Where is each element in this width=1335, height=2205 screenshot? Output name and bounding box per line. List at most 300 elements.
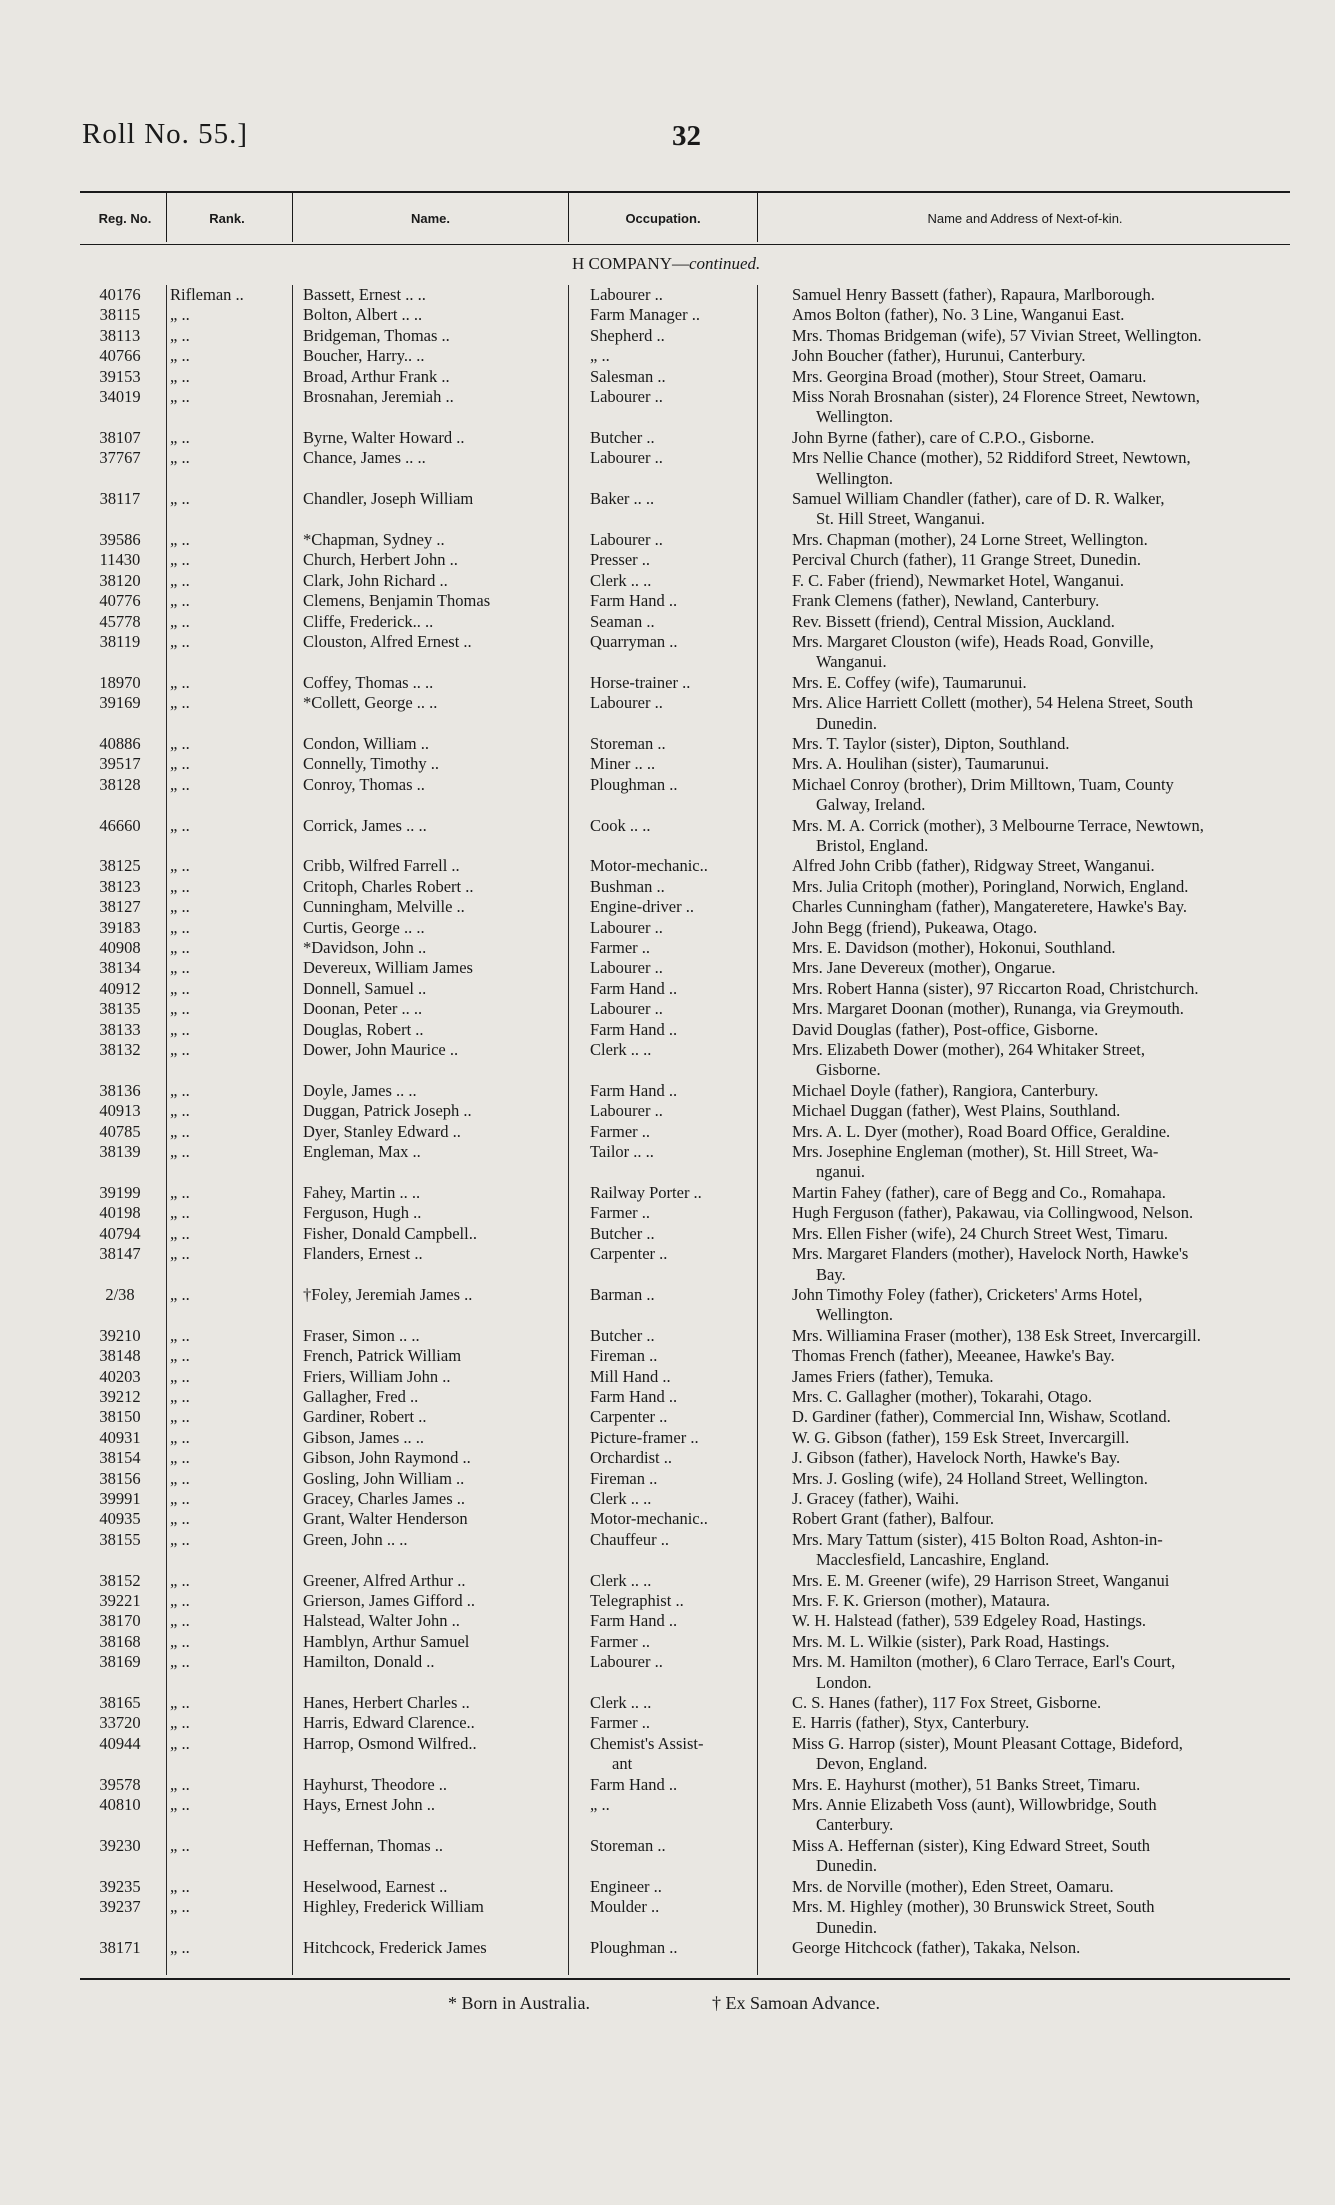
next-of-kin-text: Mrs. Robert Hanna (sister), 97 Riccarton Road, Christchurch. [792,978,1199,998]
next-of-kin-text: Mrs. Williamina Fraser (mother), 138 Esk Street, Invercargill. [792,1325,1201,1345]
table-row [80,1571,1300,1591]
table-row [80,1713,1300,1733]
rank-cell: „ .. [170,529,190,549]
occupation-text: Labourer .. [590,958,663,978]
table-row [80,1326,1300,1346]
rank-cell: „ .. [170,958,190,978]
name-cell: Condon, William .. [303,733,429,753]
table-row [80,693,1300,734]
table-row [80,1652,1300,1693]
rank-cell: „ .. [170,1386,190,1406]
occupation-text: Storeman .. [590,1835,666,1855]
next-of-kin-continuation: Galway, Ireland. [816,795,926,815]
next-of-kin-text: Mrs. Elizabeth Dower (mother), 264 Whitaker Street, [792,1040,1145,1060]
name-cell: Cribb, Wilfred Farrell .. [303,856,460,876]
occupation-text: Farmer .. [590,1631,651,1651]
name-cell: Chance, James .. .. [303,448,426,468]
rank-cell: „ .. [170,1795,190,1815]
next-of-kin-cell [770,1632,1320,1652]
header-divider [568,192,569,242]
occupation-cell [578,1775,770,1795]
next-of-kin-text: Michael Doyle (father), Rangiora, Canterbury. [792,1080,1099,1100]
reg-no-cell: 38150 [99,1407,141,1427]
next-of-kin-text: John Boucher (father), Hurunui, Canterbury. [792,346,1086,366]
reg-no-cell: 34019 [99,387,141,407]
occupation-cell [578,285,770,305]
reg-no-cell: 38125 [99,856,141,876]
occupation-text: Farmer .. [590,1713,651,1733]
occupation-cell [578,1040,770,1081]
table-row [80,1897,1300,1938]
next-of-kin-cell [770,1224,1320,1244]
reg-no-cell: 38147 [99,1244,141,1264]
occupation-cell [578,1836,770,1877]
next-of-kin-text: W. G. Gibson (father), 159 Esk Street, Invercargill. [792,1427,1130,1447]
name-cell: Hamblyn, Arthur Samuel [303,1631,470,1651]
occupation-text: Ploughman .. [590,774,678,794]
name-cell: Hanes, Herbert Charles .. [303,1693,470,1713]
occupation-cell [578,754,770,774]
reg-no-cell: 38168 [99,1631,141,1651]
occupation-cell [578,693,770,734]
occupation-cell [578,1346,770,1366]
next-of-kin-text: Mrs. E. Hayhurst (mother), 51 Banks Street, Timaru. [792,1774,1141,1794]
reg-no-cell: 38170 [99,1611,141,1631]
next-of-kin-continuation: Devon, England. [816,1754,928,1774]
next-of-kin-continuation: Canterbury. [816,1815,894,1835]
occupation-text: Storeman .. [590,733,666,753]
reg-no-cell: 38139 [99,1142,141,1162]
occupation-cell [578,571,770,591]
table-row [80,1142,1300,1183]
next-of-kin-text: Mrs. Margaret Clouston (wife), Heads Road, Gonville, [792,631,1154,651]
reg-no-cell: 40912 [99,978,141,998]
table-row [80,428,1300,448]
rank-cell: „ .. [170,1570,190,1590]
next-of-kin-cell [770,1020,1320,1040]
name-cell: Bridgeman, Thomas .. [303,325,450,345]
occupation-cell [578,1367,770,1387]
next-of-kin-text: W. H. Halstead (father), 539 Edgeley Road, Hastings. [792,1611,1147,1631]
rank-cell: Rifleman .. [170,285,244,304]
col-occupation: Occupation. [625,210,701,226]
name-cell: Conroy, Thomas .. [303,774,425,794]
rank-cell: „ .. [170,1897,190,1917]
table-row [80,1081,1300,1101]
next-of-kin-cell [770,775,1320,816]
occupation-cell [578,550,770,570]
rank-cell: „ .. [170,1346,190,1366]
rank-cell: „ .. [170,346,190,366]
reg-no-cell: 39230 [99,1835,141,1855]
occupation-cell [578,1448,770,1468]
occupation-text: Carpenter .. [590,1244,668,1264]
next-of-kin-text: Mrs. M. A. Corrick (mother), 3 Melbourne Terrace, Newtown, [792,815,1204,835]
next-of-kin-continuation: Wellington. [816,407,894,427]
reg-no-cell: 40203 [99,1366,141,1386]
occupation-text: Farm Hand .. [590,1080,678,1100]
next-of-kin-text: Mrs. J. Gosling (wife), 24 Holland Street, Wellington. [792,1468,1148,1488]
reg-no-cell: 40944 [99,1733,141,1753]
reg-no-cell: 39991 [99,1488,141,1508]
next-of-kin-cell [770,1530,1320,1571]
table-row [80,591,1300,611]
reg-no-cell: 38120 [99,570,141,590]
name-cell: Harris, Edward Clarence.. [303,1713,475,1733]
rank-cell: „ .. [170,427,190,447]
occupation-text: Tailor .. .. [590,1142,654,1162]
name-cell: Coffey, Thomas .. .. [303,672,434,692]
occupation-cell [578,1326,770,1346]
name-cell: Fahey, Martin .. .. [303,1182,421,1202]
reg-no-cell: 39235 [99,1876,141,1896]
reg-no-cell: 38133 [99,1019,141,1039]
next-of-kin-text: Rev. Bissett (friend), Central Mission, Auckland. [792,611,1115,631]
occupation-text: Farmer .. [590,1203,651,1223]
next-of-kin-text: Mrs. M. Hamilton (mother), 6 Claro Terrace, Earl's Court, [792,1652,1176,1672]
occupation-text: Shepherd .. [590,325,665,345]
occupation-cell [578,1693,770,1713]
rank-cell: „ .. [170,325,190,345]
next-of-kin-text: Mrs. Thomas Bridgeman (wife), 57 Vivian Street, Wellington. [792,325,1202,345]
name-cell: Grant, Walter Henderson [303,1509,468,1529]
next-of-kin-cell [770,1489,1320,1509]
next-of-kin-cell [770,1326,1320,1346]
next-of-kin-cell [770,693,1320,734]
table-row [80,1367,1300,1387]
next-of-kin-cell [770,1367,1320,1387]
next-of-kin-text: Mrs. E. Coffey (wife), Taumarunui. [792,672,1027,692]
occupation-text: Fireman .. [590,1468,658,1488]
occupation-cell [578,1509,770,1529]
table-row [80,550,1300,570]
occupation-cell [578,918,770,938]
table-row [80,1020,1300,1040]
rank-cell: „ .. [170,733,190,753]
next-of-kin-continuation: Dunedin. [816,1917,877,1937]
reg-no-cell: 38134 [99,958,141,978]
occupation-text: Moulder .. [590,1897,660,1917]
rank-cell: „ .. [170,1509,190,1529]
table-row [80,1203,1300,1223]
next-of-kin-text: Alfred John Cribb (father), Ridgway Street, Wanganui. [792,856,1155,876]
table-row [80,1611,1300,1631]
name-cell: Gracey, Charles James .. [303,1488,466,1508]
next-of-kin-cell [770,979,1320,999]
next-of-kin-cell [770,1346,1320,1366]
next-of-kin-text: J. Gracey (father), Waihi. [792,1488,959,1508]
occupation-cell [578,1387,770,1407]
next-of-kin-text: George Hitchcock (father), Takaka, Nelson. [792,1937,1081,1957]
name-cell: Fisher, Donald Campbell.. [303,1223,477,1243]
name-cell: Clark, John Richard .. [303,570,448,590]
occupation-text: Labourer .. [590,917,663,937]
occupation-text: Labourer .. [590,448,663,468]
table-row [80,1244,1300,1285]
occupation-text: „ .. [590,1795,610,1815]
table-row [80,897,1300,917]
occupation-cell [578,734,770,754]
table-row [80,1938,1300,1958]
table-row [80,1530,1300,1571]
occupation-cell [578,1101,770,1121]
name-cell: Donnell, Samuel .. [303,978,427,998]
next-of-kin-text: Miss A. Heffernan (sister), King Edward Street, South [792,1835,1151,1855]
occupation-cell [578,897,770,917]
occupation-cell [578,1795,770,1836]
name-cell: Green, John .. .. [303,1529,408,1549]
next-of-kin-text: Mrs. F. K. Grierson (mother), Mataura. [792,1591,1051,1610]
rank-cell: „ .. [170,693,190,713]
next-of-kin-cell [770,877,1320,897]
occupation-cell [578,387,770,428]
next-of-kin-continuation: nganui. [816,1162,866,1182]
name-cell: Gardiner, Robert .. [303,1407,427,1427]
occupation-text: Cook .. .. [590,815,651,835]
next-of-kin-text: Amos Bolton (father), No. 3 Line, Wanganui East. [792,305,1125,325]
name-cell: Halstead, Walter John .. [303,1611,460,1631]
next-of-kin-cell [770,1509,1320,1529]
rank-cell: „ .. [170,815,190,835]
reg-no-cell: 39210 [99,1325,141,1345]
occupation-cell [578,1938,770,1958]
top-rule [80,191,1290,193]
reg-no-cell: 38155 [99,1529,141,1549]
next-of-kin-cell [770,489,1320,530]
header-rule [80,244,1290,245]
occupation-cell [578,612,770,632]
name-cell: Dower, John Maurice .. [303,1040,459,1060]
reg-no-cell: 39578 [99,1774,141,1794]
next-of-kin-cell [770,1469,1320,1489]
rank-cell: „ .. [170,1448,190,1468]
occupation-cell [578,1877,770,1897]
next-of-kin-text: Miss G. Harrop (sister), Mount Pleasant Cottage, Bideford, [792,1733,1183,1753]
name-cell: Brosnahan, Jeremiah .. [303,387,454,407]
section-heading [572,254,760,274]
next-of-kin-cell [770,754,1320,774]
table-row [80,1469,1300,1489]
next-of-kin-continuation: Dunedin. [816,1856,877,1876]
rank-cell: „ .. [170,1019,190,1039]
occupation-text: Orchardist .. [590,1448,673,1468]
next-of-kin-continuation: Wellington. [816,1305,894,1325]
rank-cell: „ .. [170,1631,190,1651]
occupation-text: Clerk .. .. [590,1570,652,1590]
table-row [80,1795,1300,1836]
next-of-kin-cell [770,1938,1320,1958]
occupation-cell [578,1897,770,1938]
rank-cell: „ .. [170,1529,190,1549]
occupation-cell [578,958,770,978]
name-cell: Duggan, Patrick Joseph .. [303,1101,472,1121]
occupation-cell [578,775,770,816]
occupation-text: „ .. [590,346,610,366]
footnote-samoan-advance: † Ex Samoan Advance. [712,1993,880,2013]
occupation-text: Clerk .. .. [590,1488,652,1508]
reg-no-cell: 38127 [99,897,141,917]
table-row [80,1632,1300,1652]
next-of-kin-cell [770,918,1320,938]
table-row [80,571,1300,591]
table-row [80,1591,1300,1611]
next-of-kin-cell [770,999,1320,1019]
reg-no-cell: 38152 [99,1570,141,1590]
next-of-kin-text: Hugh Ferguson (father), Pakawau, via Collingwood, Nelson. [792,1203,1194,1223]
occupation-text: Carpenter .. [590,1407,668,1427]
next-of-kin-text: D. Gardiner (father), Commercial Inn, Wishaw, Scotland. [792,1407,1171,1427]
table-row [80,816,1300,857]
next-of-kin-text: Mrs. Julia Critoph (mother), Poringland, Norwich, England. [792,876,1189,896]
reg-no-cell: 38119 [99,631,141,651]
name-cell: *Chapman, Sydney .. [303,529,445,549]
rank-cell: „ .. [170,1080,190,1100]
name-cell: Dyer, Stanley Edward .. [303,1121,461,1141]
next-of-kin-text: Frank Clemens (father), Newland, Canterbury. [792,591,1100,611]
reg-no-cell: 38128 [99,774,141,794]
name-cell: Friers, William John .. [303,1366,451,1386]
rank-cell: „ .. [170,1713,190,1733]
occupation-cell [578,856,770,876]
name-cell: Gibson, James .. .. [303,1427,424,1447]
rank-cell: „ .. [170,631,190,651]
next-of-kin-continuation: Macclesfield, Lancashire, England. [816,1550,1050,1570]
next-of-kin-cell [770,550,1320,570]
next-of-kin-text: Mrs. E. M. Greener (wife), 29 Harrison Street, Wanganui [792,1570,1170,1590]
next-of-kin-text: J. Gibson (father), Havelock North, Hawke's Bay. [792,1448,1121,1468]
name-cell: Curtis, George .. .. [303,917,425,937]
occupation-text: Farmer .. [590,938,651,957]
occupation-cell [578,1203,770,1223]
header-divider [757,192,758,242]
next-of-kin-text: John Timothy Foley (father), Cricketers' Arms Hotel, [792,1284,1143,1304]
reg-no-cell: 38154 [99,1448,141,1468]
reg-no-cell: 39586 [99,529,141,549]
next-of-kin-cell [770,958,1320,978]
occupation-cell [578,489,770,530]
occupation-cell [578,1407,770,1427]
table-row [80,999,1300,1019]
rank-cell: „ .. [170,1488,190,1508]
name-cell: Hamilton, Donald .. [303,1652,435,1672]
reg-no-cell: 38171 [99,1937,141,1957]
reg-no-cell: 40198 [99,1203,141,1223]
occupation-text: Presser .. [590,550,651,570]
occupation-text: Clerk .. .. [590,1040,652,1060]
rank-cell: „ .. [170,611,190,631]
reg-no-cell: 40766 [99,346,141,366]
rank-cell: „ .. [170,917,190,937]
occupation-text: Labourer .. [590,285,663,304]
table-row [80,1509,1300,1529]
occupation-text: Ploughman .. [590,1937,678,1957]
name-cell: Greener, Alfred Arthur .. [303,1570,466,1590]
name-cell: †Foley, Jeremiah James .. [303,1284,473,1304]
next-of-kin-cell [770,428,1320,448]
reg-no-cell: 38117 [99,489,141,509]
rank-cell: „ .. [170,550,190,570]
next-of-kin-cell [770,1428,1320,1448]
next-of-kin-text: Martin Fahey (father), care of Begg and Co., Romahapa. [792,1182,1166,1202]
occupation-cell [578,1713,770,1733]
next-of-kin-cell [770,673,1320,693]
occupation-text: Farm Hand .. [590,1386,678,1406]
occupation-text: Quarryman .. [590,631,678,651]
occupation-cell [578,1611,770,1631]
reg-no-cell: 38136 [99,1080,141,1100]
occupation-text: Horse-trainer .. [590,672,691,692]
rank-cell: „ .. [170,774,190,794]
next-of-kin-text: Mrs. M. L. Wilkie (sister), Park Road, Hastings. [792,1631,1110,1651]
table-row [80,285,1300,305]
next-of-kin-cell [770,1795,1320,1836]
reg-no-cell: 39237 [99,1897,141,1917]
rank-cell: „ .. [170,1652,190,1672]
occupation-text: Farm Manager .. [590,305,700,325]
name-cell: Corrick, James .. .. [303,815,427,835]
occupation-text: Labourer .. [590,693,663,713]
company-name: H COMPANY— [572,254,689,273]
rank-cell: „ .. [170,1407,190,1427]
next-of-kin-text: Mrs. Alice Harriett Collett (mother), 54 Helena Street, South [792,693,1193,713]
table-row [80,346,1300,366]
occupation-text: Baker .. .. [590,489,655,509]
next-of-kin-continuation: St. Hill Street, Wanganui. [816,509,985,529]
occupation-cell [578,530,770,550]
next-of-kin-text: C. S. Hanes (father), 117 Fox Street, Gisborne. [792,1693,1102,1713]
continued-label: continued. [688,254,761,273]
rank-cell: „ .. [170,387,190,407]
name-cell: Grierson, James Gifford .. [303,1591,475,1610]
occupation-text: Picture-framer .. [590,1427,699,1447]
table-row [80,734,1300,754]
rank-cell: „ .. [170,1468,190,1488]
rank-cell: „ .. [170,1835,190,1855]
occupation-cell [578,1081,770,1101]
rank-cell: „ .. [170,1774,190,1794]
next-of-kin-cell [770,1775,1320,1795]
table-row [80,1407,1300,1427]
reg-no-cell: 33720 [99,1713,141,1733]
next-of-kin-cell [770,1591,1320,1611]
rank-cell: „ .. [170,999,190,1019]
footnote-born-australia: * Born in Australia. [448,1993,590,2013]
name-cell: *Davidson, John .. [303,938,427,957]
rank-cell: „ .. [170,1121,190,1141]
next-of-kin-text: Mrs. de Norville (mother), Eden Street, Oamaru. [792,1876,1114,1896]
table-row [80,1836,1300,1877]
occupation-cell [578,1632,770,1652]
occupation-cell [578,877,770,897]
reg-no-cell: 40176 [99,285,141,304]
next-of-kin-cell [770,938,1320,958]
next-of-kin-cell [770,367,1320,387]
rank-cell: „ .. [170,1203,190,1223]
next-of-kin-cell [770,1713,1320,1733]
next-of-kin-cell [770,897,1320,917]
rank-cell: „ .. [170,1693,190,1713]
next-of-kin-cell [770,1877,1320,1897]
rank-cell: „ .. [170,448,190,468]
name-cell: Boucher, Harry.. .. [303,346,425,366]
rank-cell: „ .. [170,1182,190,1202]
next-of-kin-cell [770,1897,1320,1938]
occupation-cell [578,999,770,1019]
col-next-of-kin: Name and Address of Next-of-kin. [927,210,1123,226]
next-of-kin-cell [770,1407,1320,1427]
occupation-cell [578,448,770,489]
rank-cell: „ .. [170,672,190,692]
